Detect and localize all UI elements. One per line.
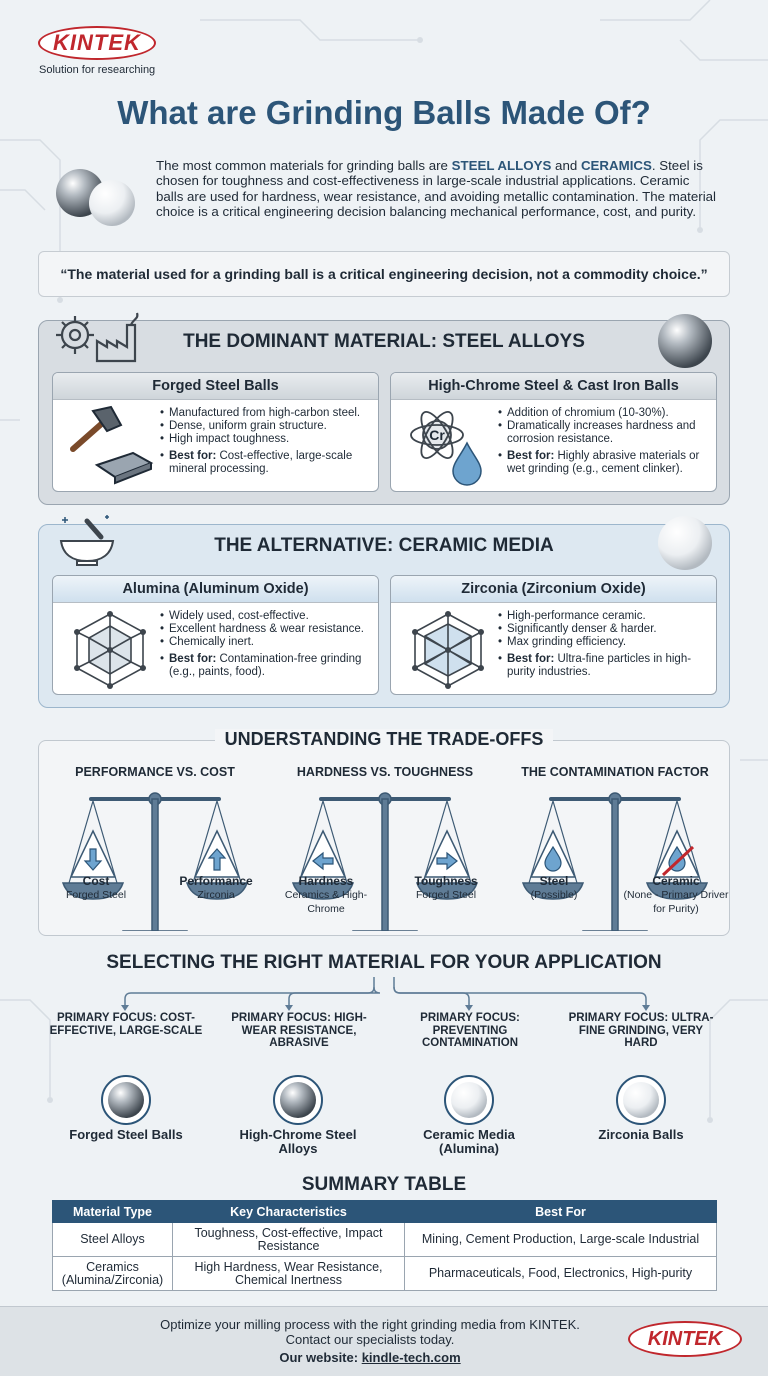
card-title: Alumina (Aluminum Oxide): [53, 576, 378, 603]
card-bullets: [160, 407, 375, 476]
high-chrome-label: High-Chrome Steel Alloys: [239, 1127, 357, 1156]
website-label: Our website:: [279, 1350, 362, 1365]
focus-high-chrome: PRIMARY FOCUS: HIGH-WEAR RESISTANCE, ABRASIVE: [231, 1012, 367, 1049]
forged-steel-card: [52, 372, 379, 492]
cell: Pharmaceuticals, Food, Electronics, High-purity: [405, 1257, 717, 1291]
footer-kintek-logo[interactable]: [628, 1321, 742, 1357]
best-for: [160, 450, 375, 476]
best-text: Ultra-fine particles in high-purity industries.: [507, 653, 692, 678]
focus-ceramic: PRIMARY FOCUS: PREVENTING CONTAMINATION: [420, 1012, 520, 1049]
scale3-right-label: [621, 875, 731, 916]
card-title: Forged Steel Balls: [53, 373, 378, 400]
alumina-crystal-icon: [65, 608, 155, 692]
bullet: • Addition of chromium (10-30%).: [498, 407, 713, 420]
best-text: Contamination-free grinding (e.g., paints, food).: [169, 653, 362, 678]
steel-ceramic-balls-icon: [52, 166, 142, 228]
scale1-left-label: [41, 875, 151, 902]
scale2-right-label: [391, 875, 501, 902]
steel-section: [38, 320, 730, 505]
best-for: [498, 653, 713, 679]
ceramic-section: [38, 524, 730, 708]
card-title: Zirconia (Zirconium Oxide): [391, 576, 716, 603]
table-header-row: [53, 1201, 717, 1223]
best-label: Best for:: [507, 653, 555, 665]
label-name: Hardness: [298, 874, 354, 888]
intro-paragraph: [156, 158, 716, 220]
logo-text: KINTEK: [53, 30, 141, 55]
scale1-right-label: [161, 875, 271, 902]
summary-title: SUMMARY TABLE: [301, 1174, 467, 1195]
bullet: • Dramatically increases hardness and corrosion resistance.: [498, 420, 713, 446]
best-label: Best for:: [169, 653, 217, 665]
focus-forged: PRIMARY FOCUS: COST-EFFECTIVE, LARGE-SCALE: [49, 1012, 203, 1037]
header-best-for: Best For: [405, 1201, 717, 1223]
cell: Mining, Cement Production, Large-scale Industrial: [405, 1223, 717, 1257]
scale-title-2: HARDNESS VS. TOUGHNESS: [296, 765, 474, 779]
ceramic-section-title: THE ALTERNATIVE: CERAMIC MEDIA: [214, 535, 554, 556]
header-characteristics: Key Characteristics: [173, 1201, 405, 1223]
bullet: • Widely used, cost-effective.: [160, 610, 375, 623]
best-text: Highly abrasive materials or wet grinding (e.g., cement clinker).: [507, 450, 700, 475]
alumina-card: [52, 575, 379, 695]
zirconia-crystal-icon: [403, 608, 493, 692]
footer-text: [150, 1317, 590, 1365]
website-link[interactable]: kindle-tech.com: [361, 1350, 461, 1365]
footer-line-2: Contact our specialists today.: [285, 1332, 455, 1347]
quote-text: “The material used for a grinding ball is a critical engineering decision, not a commodity choice.”: [60, 266, 708, 282]
intro-text-1: The most common materials for grinding balls are: [156, 158, 452, 173]
label-sub: (None - Primary Driver for Purity): [623, 889, 729, 915]
label-sub: Forged Steel: [415, 889, 477, 901]
logo-text: KINTEK: [647, 1327, 723, 1350]
cell: High Hardness, Wear Resistance, Chemical Inertness: [173, 1257, 405, 1291]
chromium-droplet-icon: [403, 405, 493, 489]
card-bullets: [160, 610, 375, 679]
chrome-ball-icon: [279, 1081, 317, 1119]
focus-zirconia: PRIMARY FOCUS: ULTRA-FINE GRINDING, VERY HARD: [568, 1012, 714, 1049]
best-label: Best for:: [169, 450, 217, 462]
intro-steel: STEEL ALLOYS: [451, 158, 552, 173]
label-sub: (Possible): [530, 889, 578, 901]
card-bullets: [498, 407, 713, 476]
forged-steel-label: Forged Steel Balls: [69, 1127, 183, 1142]
kintek-logo[interactable]: [38, 26, 156, 60]
high-chrome-card: [390, 372, 717, 492]
cell: Toughness, Cost-effective, Impact Resistance: [173, 1223, 405, 1257]
best-for: [498, 450, 713, 476]
cr-symbol: Cr: [429, 427, 445, 443]
scale-title-3: THE CONTAMINATION FACTOR: [521, 765, 709, 779]
ceramic-media-ball: [444, 1075, 494, 1125]
label-name: Cost: [82, 874, 110, 888]
zirconia-ball-icon: [622, 1081, 660, 1119]
hammer-anvil-icon: [65, 405, 155, 489]
best-label: Best for:: [507, 450, 555, 462]
high-chrome-ball: [273, 1075, 323, 1125]
page-title: What are Grinding Balls Made Of?: [117, 94, 651, 131]
bullet: • High-performance ceramic.: [498, 610, 713, 623]
cell: Ceramics (Alumina/Zirconia): [53, 1257, 173, 1291]
steel-ball-icon: [107, 1081, 145, 1119]
label-sub: Zirconia: [197, 889, 235, 901]
bullet: • High impact toughness.: [160, 433, 375, 446]
bullet: • Significantly denser & harder.: [498, 623, 713, 636]
label-name: Ceramic: [652, 874, 700, 888]
bullet: • Dense, uniform grain structure.: [160, 420, 375, 433]
cell: Steel Alloys: [53, 1223, 173, 1257]
bullet: • Excellent hardness & wear resistance.: [160, 623, 375, 636]
zirconia-label: Zirconia Balls: [598, 1127, 684, 1142]
forged-steel-ball: [101, 1075, 151, 1125]
header-material: Material Type: [53, 1201, 173, 1223]
selection-connectors: [0, 975, 768, 1011]
best-text: Cost-effective, large-scale mineral processing.: [169, 450, 353, 475]
best-for: [160, 653, 375, 679]
tradeoffs-section: [38, 729, 730, 936]
scale3-left-label: [499, 875, 609, 902]
steel-section-title: THE DOMINANT MATERIAL: STEEL ALLOYS: [183, 331, 585, 352]
label-name: Toughness: [414, 874, 478, 888]
quote-box: [38, 251, 730, 297]
selection-title: SELECTING THE RIGHT MATERIAL FOR YOUR APPLICATION: [106, 952, 662, 973]
label-sub: Forged Steel: [65, 889, 127, 901]
bullet: • Chemically inert.: [160, 636, 375, 649]
intro-text-2: . Steel is chosen for toughness and cost-effectiveness in large-scale industrial applications. Ceramic balls are used for hardness, wear resistance, and avoiding metallic contamination. The material choice is a critical engineering decision balancing mechanical performance, cost, and purity.: [156, 158, 716, 220]
footer-line-1: Optimize your milling process with the right grinding media from KINTEK.: [160, 1317, 580, 1332]
summary-table: [52, 1200, 717, 1291]
intro-ceramics: CERAMICS: [580, 158, 652, 173]
bullet: • Manufactured from high-carbon steel.: [160, 407, 375, 420]
ceramic-ball-icon: [450, 1081, 488, 1119]
card-bullets: [498, 610, 713, 679]
footer: [0, 1306, 768, 1376]
label-name: Performance: [179, 874, 253, 888]
table-row: [53, 1223, 717, 1257]
ceramic-media-label: Ceramic Media (Alumina): [423, 1127, 515, 1156]
tradeoffs-title-text: UNDERSTANDING THE TRADE-OFFS: [215, 729, 554, 749]
scale2-left-label: [271, 875, 381, 916]
tradeoffs-title: [39, 729, 729, 750]
card-title: High-Chrome Steel & Cast Iron Balls: [391, 373, 716, 400]
label-name: Steel: [539, 874, 569, 888]
scale-title-1: PERFORMANCE VS. COST: [75, 765, 235, 779]
intro-and: and: [551, 158, 581, 173]
zirconia-card: [390, 575, 717, 695]
table-row: [53, 1257, 717, 1291]
zirconia-ball: [616, 1075, 666, 1125]
bullet: • Max grinding efficiency.: [498, 636, 713, 649]
tagline: Solution for researching: [39, 64, 156, 76]
label-sub: Ceramics & High-Chrome: [284, 889, 368, 915]
